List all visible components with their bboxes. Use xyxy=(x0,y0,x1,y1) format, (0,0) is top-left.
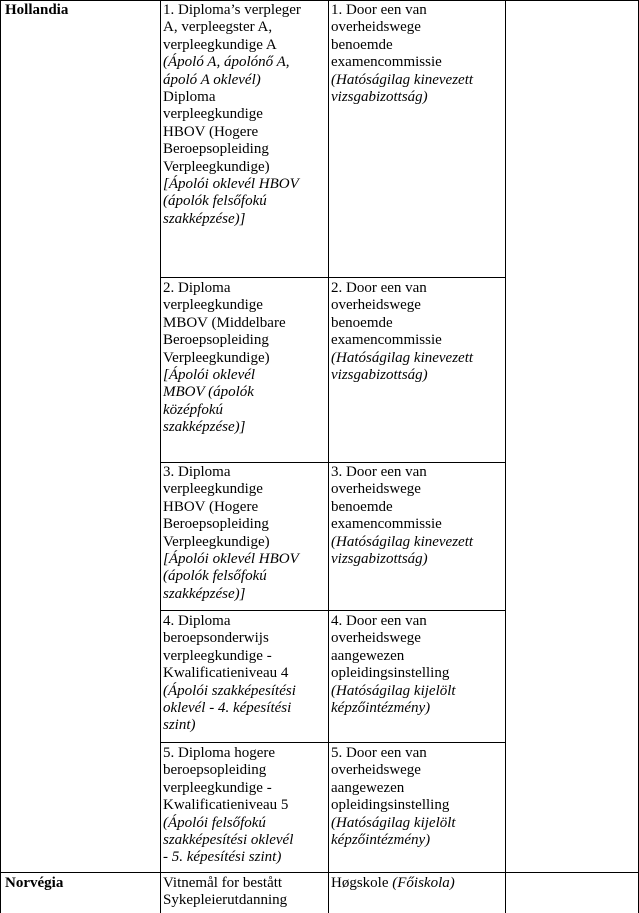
country-label-norway: Norvégia xyxy=(5,875,64,891)
text-line: ápoló A oklevél) xyxy=(163,71,261,88)
text-line: vizsgabizottság) xyxy=(331,89,428,106)
text-line: verpleegkundige xyxy=(163,297,263,314)
diploma-cell xyxy=(163,280,286,437)
text-line: opleidingsinstelling xyxy=(331,665,450,682)
text-line: (Hatóságilag kijelölt xyxy=(331,682,456,699)
text-line: Sykepleierutdanning xyxy=(163,892,288,909)
text-line: (ápolók felsőfokú xyxy=(163,568,267,585)
text-line: verpleegkundige A xyxy=(163,36,277,53)
text-line: 5. Door een van xyxy=(331,745,427,761)
text-line: Verpleegkundige) xyxy=(163,158,270,175)
text-line: overheidswege xyxy=(331,762,421,779)
text-line: (Hatóságilag kinevezett xyxy=(331,349,474,366)
text-line: overheidswege xyxy=(331,297,421,314)
text-line: 3. Door een van xyxy=(331,464,427,480)
text-line: benoemde xyxy=(331,36,393,53)
text-line: képzőintézmény) xyxy=(331,832,431,849)
text-line: (ápolók felsőfokú xyxy=(163,193,267,210)
text-line: szint) xyxy=(163,717,196,734)
text-line: HBOV (Hogere xyxy=(163,498,259,515)
text-line: (Hatóságilag kinevezett xyxy=(331,533,474,550)
awarding-body-cell xyxy=(331,745,456,849)
text-line: examencommissie xyxy=(331,516,442,533)
diploma-cell xyxy=(163,875,287,910)
text-line: vizsgabizottság) xyxy=(331,551,428,568)
text-line: (Ápoló A, ápolónő A, xyxy=(163,54,290,71)
text-line: Verpleegkundige) xyxy=(163,533,270,550)
awarding-body-cell xyxy=(331,2,473,106)
diploma-cell xyxy=(163,745,293,867)
diploma-cell xyxy=(163,464,299,603)
text-line: verpleegkundige xyxy=(163,481,263,498)
text-line: beroepsopleiding xyxy=(163,762,267,779)
text-line: szakképzése)] xyxy=(163,419,246,436)
diploma-cell xyxy=(163,2,301,228)
awarding-body-cell xyxy=(331,613,456,717)
text-line: (Ápolói felsőfokú xyxy=(163,814,266,831)
text-line: verpleegkundige xyxy=(163,106,263,123)
text-line: 1. Diploma’s verpleger xyxy=(163,2,301,18)
text-line: 2. Door een van xyxy=(331,280,427,296)
text-line: Høgskole (Főiskola) xyxy=(331,875,455,891)
text-line: 5. Diploma hogere xyxy=(163,745,276,761)
text-line: középfokú xyxy=(163,401,223,418)
text-line: - 5. képesítési szint) xyxy=(163,849,282,866)
text-line: MBOV (Middelbare xyxy=(163,314,286,331)
text-line: beroepsonderwijs xyxy=(163,630,269,647)
text-line: Beroepsopleiding xyxy=(163,332,269,349)
text-line: aangewezen xyxy=(331,779,405,796)
text-line: verpleegkundige - xyxy=(163,647,272,664)
text-line: (Ápolói szakképesítési xyxy=(163,682,296,699)
text-line: vizsgabizottság) xyxy=(331,367,428,384)
awarding-body-cell xyxy=(331,280,473,384)
text-line: overheidswege xyxy=(331,19,421,36)
text-line: képzőintézmény) xyxy=(331,700,431,717)
text-line: A, verpleegster A, xyxy=(163,19,273,36)
country-divider xyxy=(0,872,639,873)
text-line: 4. Door een van xyxy=(331,613,427,629)
text-line: Verpleegkundige) xyxy=(163,349,270,366)
text-line: szakképesítési oklevél xyxy=(163,832,294,849)
text-line: 3. Diploma xyxy=(163,464,231,480)
text-line: [Ápolói oklevél HBOV xyxy=(163,176,299,193)
column-divider xyxy=(160,0,161,913)
text-line: oklevél - 4. képesítési xyxy=(163,700,292,717)
text-line: Beroepsopleiding xyxy=(163,141,269,158)
text-line: szakképzése)] xyxy=(163,585,246,602)
text-line: Kwalificatieniveau 4 xyxy=(163,665,289,682)
text-line: overheidswege xyxy=(331,630,421,647)
top-border xyxy=(0,0,639,1)
country-label-netherlands: Hollandia xyxy=(5,2,69,18)
text-line: overheidswege xyxy=(331,481,421,498)
text-line: benoemde xyxy=(331,314,393,331)
row-divider xyxy=(160,610,506,611)
text-line: examencommissie xyxy=(331,332,442,349)
text-line: examencommissie xyxy=(331,54,442,71)
inline-text: (Főiskola) xyxy=(392,875,455,891)
awarding-body-cell xyxy=(331,464,473,568)
text-line: (Hatóságilag kinevezett xyxy=(331,71,474,88)
text-line: HBOV (Hogere xyxy=(163,123,259,140)
text-line: opleidingsinstelling xyxy=(331,797,450,814)
awarding-body-cell xyxy=(331,875,455,892)
text-line: MBOV (ápolók xyxy=(163,384,254,401)
text-line: 4. Diploma xyxy=(163,613,231,629)
diploma-cell xyxy=(163,613,296,735)
text-line: Beroepsopleiding xyxy=(163,516,269,533)
text-line: aangewezen xyxy=(331,647,405,664)
text-line: 1. Door een van xyxy=(331,2,427,18)
row-divider xyxy=(160,742,506,743)
text-line: Vitnemål for bestått xyxy=(163,875,283,891)
text-line: (Hatóságilag kijelölt xyxy=(331,814,456,831)
text-line: [Ápolói oklevél HBOV xyxy=(163,551,299,568)
text-line: szakképzése)] xyxy=(163,210,246,227)
left-border xyxy=(0,0,1,913)
text-line: Diploma xyxy=(163,89,216,106)
text-line: 2. Diploma xyxy=(163,280,231,296)
text-line: [Ápolói oklevél xyxy=(163,367,256,384)
text-line: verpleegkundige - xyxy=(163,779,272,796)
row-divider xyxy=(160,277,506,278)
column-divider xyxy=(328,0,329,913)
column-divider xyxy=(505,0,506,913)
text-line: benoemde xyxy=(331,498,393,515)
row-divider xyxy=(160,462,506,463)
text-line: Kwalificatieniveau 5 xyxy=(163,797,289,814)
